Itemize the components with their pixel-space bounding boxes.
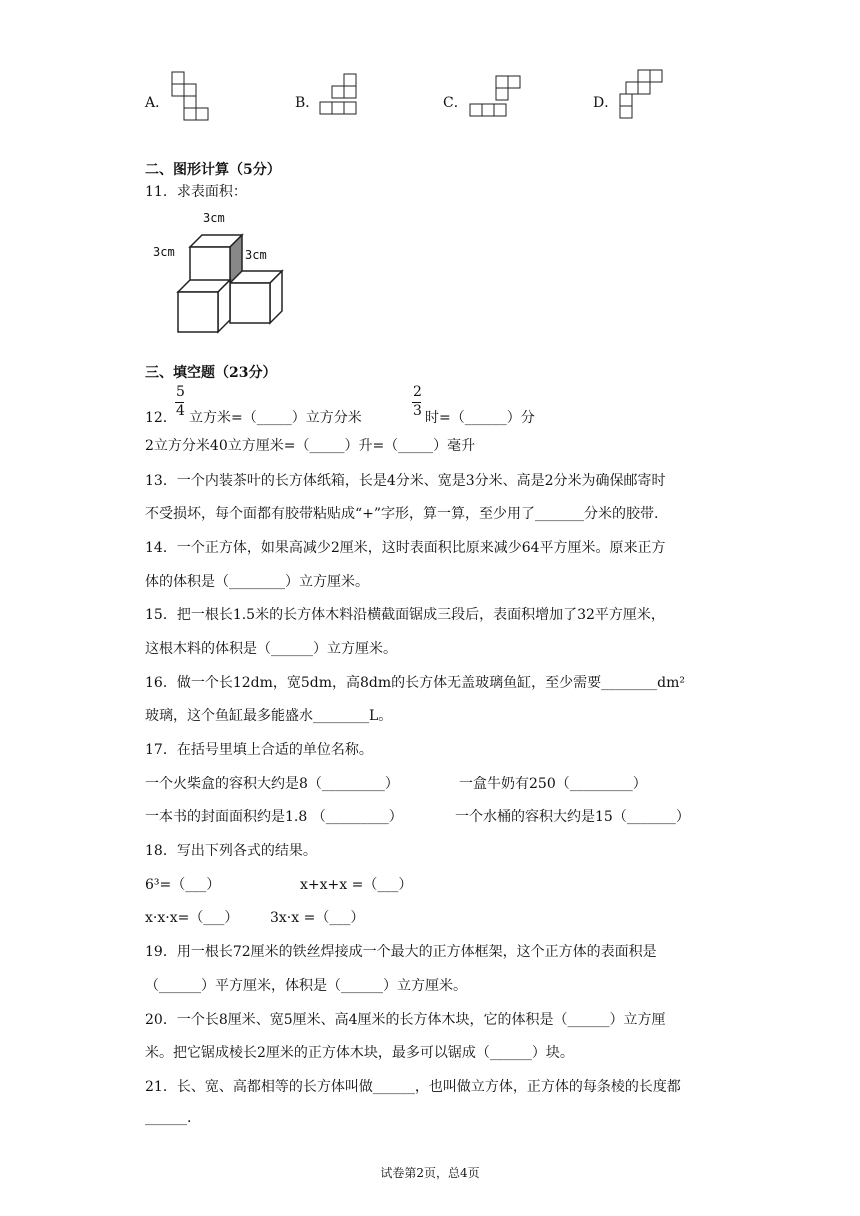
option-d-label: D． <box>593 95 619 111</box>
question-18-d: 3x·x =（___） <box>270 910 365 926</box>
cube-label-left: 3cm <box>153 245 175 259</box>
cube-label-top: 3cm <box>203 211 225 225</box>
question-19-line-1: 19．用一根长72厘米的铁丝焊接成一个最大的正方体框架，这个正方体的表面积是 <box>145 944 657 960</box>
cube-label-right: 3cm <box>245 248 267 262</box>
question-17-c: 一本书的封面面积约是1.8 （_________） <box>145 809 403 825</box>
question-16-line-2: 玻璃，这个鱼缸最多能盛水________L。 <box>145 708 393 724</box>
question-13-line-1: 13．一个内装茶叶的长方体纸箱，长是4分米、宽是3分米、高是2分米为确保邮寄时 <box>145 473 666 489</box>
question-17-d: 一个水桶的容积大约是15（_______） <box>455 809 690 825</box>
question-19-line-2: （______）平方厘米，体积是（______）立方厘米。 <box>145 978 467 994</box>
question-15-line-1: 15．把一根长1.5米的长方体木料沿横截面锯成三段后，表面积增加了32平方厘米， <box>145 607 665 623</box>
question-18-b: x+x+x =（___） <box>300 877 413 893</box>
net-diagram-b-icon <box>320 72 365 122</box>
question-12-line-2: 2立方分米40立方厘米=（_____）升=（_____）毫升 <box>145 438 476 454</box>
question-18-c: x·x·x=（___） <box>145 910 239 926</box>
question-16-line-1: 16．做一个长12dm，宽5dm，高8dm的长方体无盖玻璃鱼缸，至少需要________dm² <box>145 675 686 691</box>
question-21-line-2: ______. <box>145 1110 192 1126</box>
net-diagram-c-icon <box>468 74 528 122</box>
option-a-label: A． <box>145 95 170 111</box>
net-diagram-d-icon <box>618 68 666 128</box>
fraction-1-denominator: 4 <box>176 403 185 419</box>
net-diagram-a-icon <box>170 70 215 130</box>
question-11: 11．求表面积： <box>145 184 247 200</box>
question-12-part-1: 立方米=（_____）立方分米 <box>189 410 362 426</box>
question-15-line-2: 这根木料的体积是（______）立方厘米。 <box>145 641 397 657</box>
question-21-line-1: 21．长、宽、高都相等的长方体叫做______，也叫做立方体，正方体的每条棱的长度都 <box>145 1079 681 1095</box>
question-17-title: 17．在括号里填上合适的单位名称。 <box>145 742 373 758</box>
question-18-title: 18．写出下列各式的结果。 <box>145 843 317 859</box>
question-12-part-2: 时=（______）分 <box>425 410 535 426</box>
question-17-a: 一个火柴盒的容积大约是8（_________） <box>145 776 399 792</box>
fraction-2-numerator: 2 <box>413 384 422 400</box>
fraction-2-denominator: 3 <box>413 403 422 419</box>
question-20-line-2: 米。把它锯成棱长2厘米的正方体木块，最多可以锯成（______）块。 <box>145 1045 574 1061</box>
question-17-b: 一盒牛奶有250（_________） <box>459 776 647 792</box>
option-b-label: B． <box>295 95 320 111</box>
fraction-1-numerator: 5 <box>176 384 185 400</box>
option-c-label: C． <box>443 95 468 111</box>
question-18-a: 6³=（___） <box>145 877 221 893</box>
question-12-number: 12． <box>145 410 177 426</box>
page-footer: 试卷第2页，总4页 <box>380 1166 480 1180</box>
question-20-line-1: 20．一个长8厘米、宽5厘米、高4厘米的长方体木块，它的体积是（______）立方厘 <box>145 1012 666 1028</box>
section-3-heading: 三、填空题（23分） <box>145 365 277 381</box>
question-14-line-1: 14．一个正方体，如果高减少2厘米，这时表面积比原来减少64平方厘米。原来正方 <box>145 540 666 556</box>
question-13-line-2: 不受损坏，每个面都有胶带粘贴成“+”字形，算一算，至少用了_______分米的胶带. <box>145 506 659 522</box>
question-14-line-2: 体的体积是（________）立方厘米。 <box>145 574 369 590</box>
section-2-heading: 二、图形计算（5分） <box>145 162 281 178</box>
